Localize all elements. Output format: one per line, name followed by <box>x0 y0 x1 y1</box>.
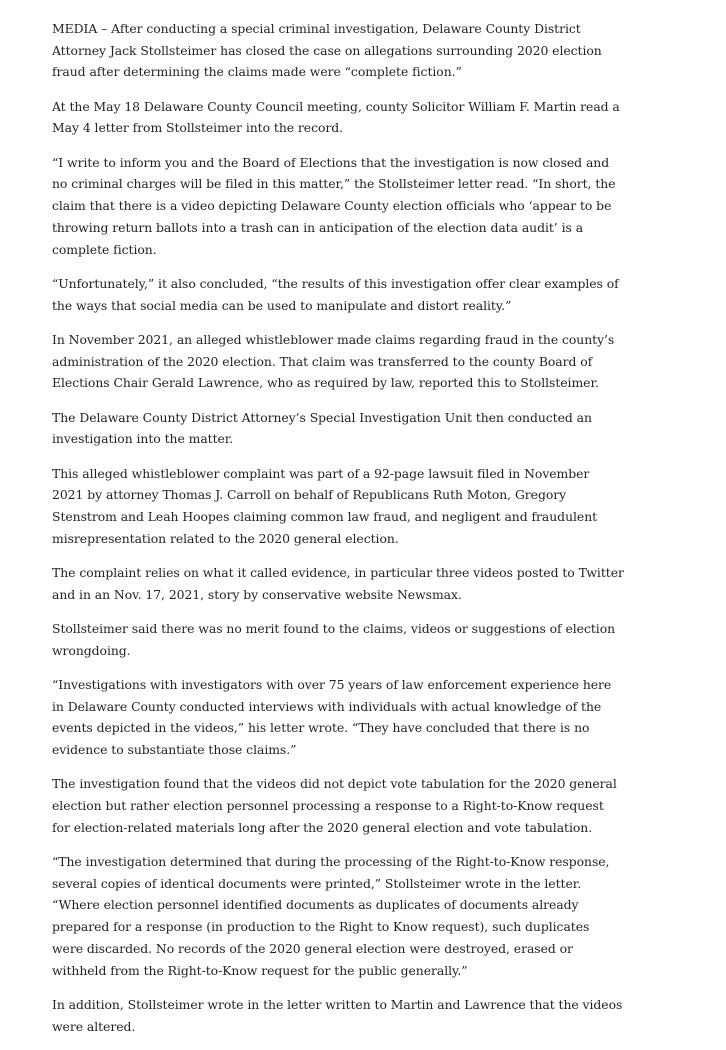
article-paragraph: Stollsteimer said there was no merit found to the claims, videos or suggestions of election wrongdoing. <box>52 620 616 658</box>
article-paragraph: MEDIA – After conducting a special criminal investigation, Delaware County District Attorney Jack Stollsteimer has closed the case on allegations surrounding 2020 election fraud after determining the claims made were “complete fiction.” <box>52 21 602 80</box>
article-paragraph: This alleged whistleblower complaint was part of a 92-page lawsuit filed in November 2021 by attorney Thomas J. Carroll on behalf of Republicans Ruth Moton, Gregory Stenstrom and Leah Hoopes claiming common law fraud, and negligent and fraudulent misrepresentation related to the 2020 general election. <box>52 465 598 546</box>
article-paragraph: At the May 18 Delaware County Council meeting, county Solicitor William F. Martin read a May 4 letter from Stollsteimer into the record. <box>52 98 620 136</box>
article-paragraph: “The investigation determined that during the processing of the Right-to-Know response, several copies of identical documents were printed,” Stollsteimer wrote in the letter. “Where election personnel identified documents as duplicates of documents already prepared for a response (in production to the Right to Know request), such duplicates were discarded. No records of the 2020 general election were destroyed, erased or withheld from the Right-to-Know request for the public generally.” <box>52 854 610 978</box>
article-paragraph: In November 2021, an alleged whistleblower made claims regarding fraud in the county’s administration of the 2020 election. That claim was transferred to the county Board of Elections Chair Gerald Lawrence, who as required by law, reported this to Stollsteimer. <box>52 331 615 391</box>
article-body <box>52 18 624 1050</box>
article-paragraph: “I write to inform you and the Board of Elections that the investigation is now closed and no criminal charges will be filed in this matter,” the Stollsteimer letter read. “In short, the claim that there is a video depicting Delaware County election officials who ‘appear to be throwing return ballots into a trash can in anticipation of the election data audit’ is a complete fiction. <box>52 154 616 257</box>
article-paragraph: In addition, Stollsteimer wrote in the letter written to Martin and Lawrence that the videos were altered. <box>52 996 623 1034</box>
article-paragraph: The complaint relies on what it called evidence, in particular three videos posted to Twitter and in an Nov. 17, 2021, story by conservative website Newsmax. <box>52 564 624 602</box>
article-paragraph: “Unfortunately,” it also concluded, “the results of this investigation offer clear examples of the ways that social media can be used to manipulate and distort reality.” <box>52 275 619 313</box>
article-paragraph: “Investigations with investigators with over 75 years of law enforcement experience here in Delaware County conducted interviews with individuals with actual knowledge of the events depicted in the videos,” his letter wrote. “They have concluded that there is no evidence to substantiate those claims.” <box>52 676 612 758</box>
article-paragraph: The Delaware County District Attorney’s Special Investigation Unit then conducted an investigation into the matter. <box>52 409 592 447</box>
article-paragraph: The investigation found that the videos did not depict vote tabulation for the 2020 general election but rather election personnel processing a response to a Right-to-Know request for election-related materials long after the 2020 general election and vote tabulation. <box>52 776 617 835</box>
